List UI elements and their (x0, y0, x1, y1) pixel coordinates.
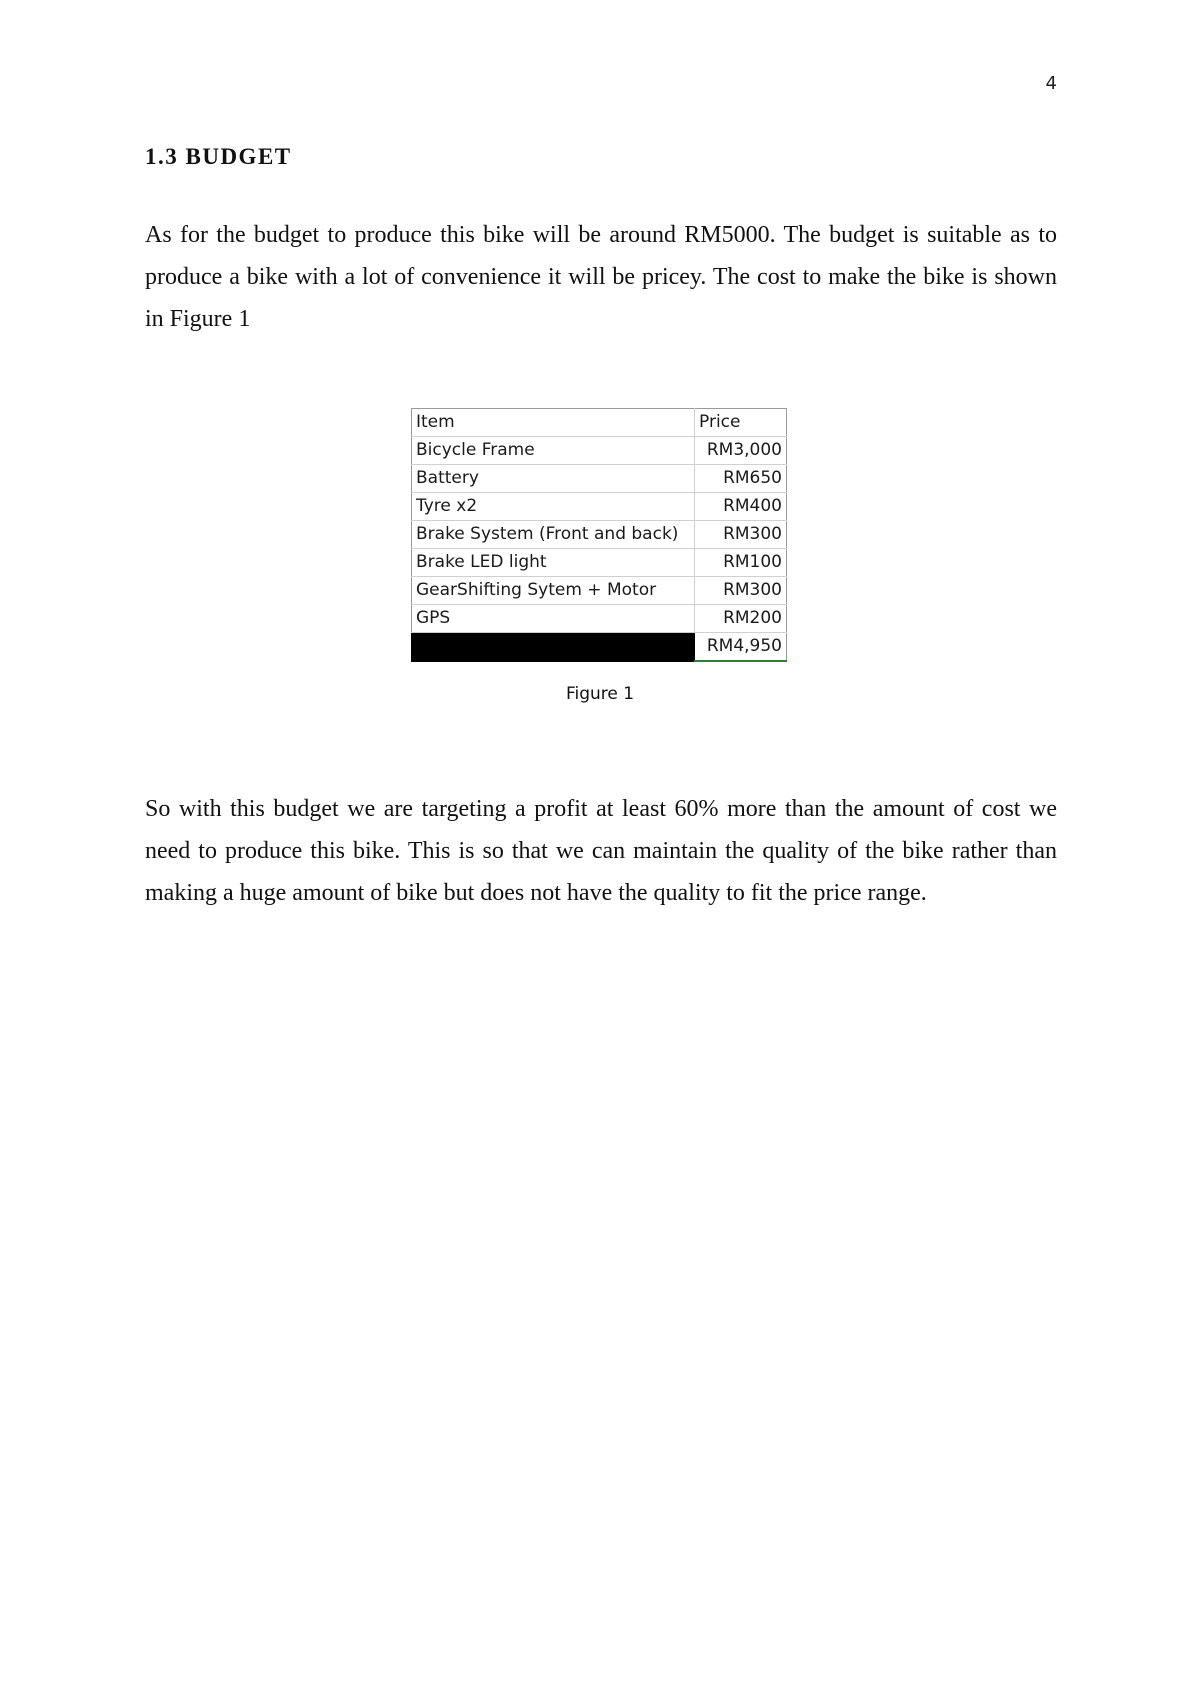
total-price-cell: RM4,950 (695, 633, 787, 662)
profit-paragraph: So with this budget we are targeting a profit at least 60% more than the amount of cost we need to produce this bike. This is so that we can maintain the quality of the bike rather than making a huge amount of bike but does not have the quality to fit the price range. (145, 796, 1057, 906)
price-cell: RM300 (695, 521, 787, 549)
budget-table (411, 408, 787, 662)
price-cell: RM200 (695, 605, 787, 633)
intro-paragraph: As for the budget to produce this bike will be around RM5000. The budget is suitable as to produce a bike with a lot of convenience it will be pricey. The cost to make the bike is shown in Figure 1 (145, 222, 1057, 332)
table-header-row (412, 409, 787, 437)
header-item: Item (412, 409, 695, 437)
budget-table-figure (411, 408, 787, 662)
item-cell: Battery (412, 465, 695, 493)
header-price: Price (695, 409, 787, 437)
price-cell: RM100 (695, 549, 787, 577)
redacted-total-label (412, 633, 695, 662)
table-row (412, 605, 787, 633)
section-heading: 1.3 BUDGET (145, 144, 292, 169)
table-row (412, 437, 787, 465)
item-cell: Brake System (Front and back) (412, 521, 695, 549)
price-cell: RM300 (695, 577, 787, 605)
table-row (412, 465, 787, 493)
figure-caption: Figure 1 (565, 684, 635, 704)
item-cell: Brake LED light (412, 549, 695, 577)
item-cell: GPS (412, 605, 695, 633)
item-cell: GearShifting Sytem + Motor (412, 577, 695, 605)
table-row (412, 577, 787, 605)
table-row (412, 549, 787, 577)
page-number: 4 (1045, 73, 1057, 94)
total-row (412, 633, 787, 662)
table-row (412, 493, 787, 521)
price-cell: RM650 (695, 465, 787, 493)
item-cell: Bicycle Frame (412, 437, 695, 465)
table-row (412, 521, 787, 549)
item-cell: Tyre x2 (412, 493, 695, 521)
price-cell: RM3,000 (695, 437, 787, 465)
price-cell: RM400 (695, 493, 787, 521)
